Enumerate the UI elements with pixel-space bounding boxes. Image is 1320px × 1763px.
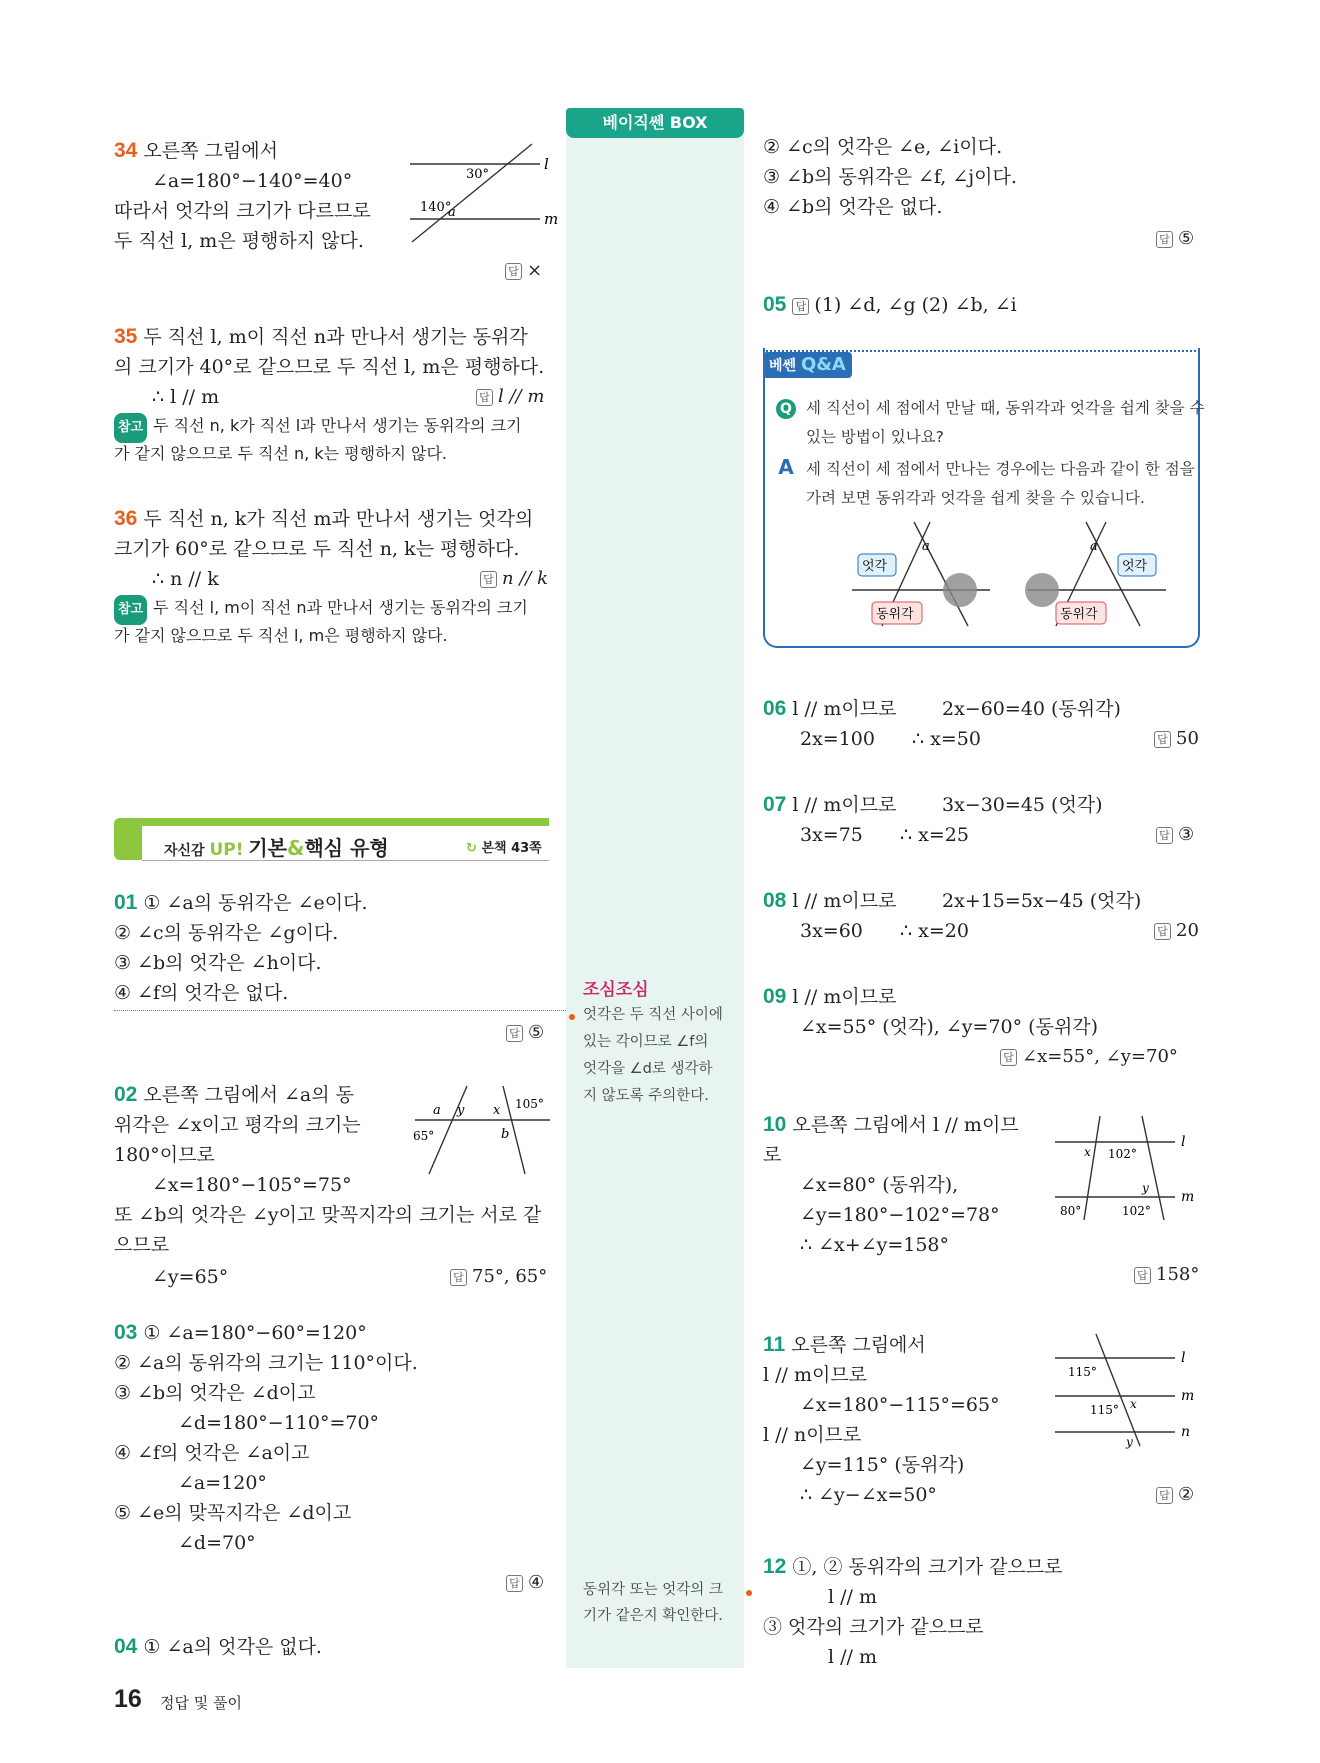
p34-answer: 답 × — [505, 258, 542, 284]
q06-eq1: 2x−60=40 (동위각) — [942, 698, 1121, 720]
svg-text:m: m — [544, 210, 559, 228]
q06-answer: 답 50 — [1154, 726, 1199, 752]
svg-text:동위각: 동위각 — [1060, 607, 1098, 622]
svg-text:a: a — [433, 1103, 441, 1118]
p34-line-4: 두 직선 l, m은 평행하지 않다. — [114, 230, 364, 252]
svg-text:105°: 105° — [515, 1097, 544, 1111]
q11-line-6: ∴ ∠y−∠x=50° — [800, 1484, 937, 1506]
qa-question-2: 있는 방법이 있나요? — [806, 428, 944, 446]
q01-line-4: ④ ∠f의 엇각은 없다. — [114, 982, 289, 1004]
q02-line-2: 위각은 ∠x이고 평각의 크기는 — [114, 1114, 361, 1136]
svg-text:y: y — [1142, 1181, 1149, 1195]
note12-bullet — [746, 1590, 752, 1596]
page-label: 정답 및 풀이 — [160, 1694, 242, 1712]
p34-figure — [400, 138, 560, 248]
banner-title2: 핵심 유형 — [304, 836, 389, 860]
center-note-column — [566, 108, 744, 1668]
q03-line-7: ⑤ ∠e의 맞꼭지각은 ∠d이고 — [114, 1502, 352, 1524]
svg-text:102°: 102° — [1108, 1147, 1137, 1161]
q01-dotted-rule — [114, 1010, 566, 1011]
q08-answer: 답 20 — [1154, 918, 1199, 944]
q10-answer: 답 158° — [1134, 1262, 1199, 1288]
q02-answer: 답 75°, 65° — [450, 1264, 547, 1290]
basic-box-header: 베이직쎈 BOX — [566, 108, 744, 138]
svg-text:엇각: 엇각 — [862, 559, 888, 574]
q06-eq2: ∴ x=50 — [912, 728, 981, 750]
q03-line-5: ④ ∠f의 엇각은 ∠a이고 — [114, 1442, 310, 1464]
q10-line-2: 로 — [763, 1144, 782, 1166]
svg-text:m: m — [1181, 1388, 1195, 1404]
q01-line-1: 01 ① ∠a의 동위각은 ∠e이다. — [114, 891, 368, 914]
svg-text:l: l — [544, 155, 549, 173]
q08-line-2: 3x=60 — [800, 920, 863, 942]
svg-text:b: b — [501, 1127, 510, 1142]
q08-eq1: 2x+15=5x−45 (엇각) — [942, 890, 1142, 912]
svg-text:x: x — [1084, 1145, 1091, 1159]
note12-line-2: 기가 같은지 확인한다. — [583, 1608, 723, 1624]
q03-line-6: ∠a=120° — [178, 1472, 267, 1494]
q12-line-3: ③ 엇각의 크기가 같으므로 — [763, 1616, 984, 1638]
q12-line-1: 12 ①, ② 동위각의 크기가 같으므로 — [763, 1555, 1063, 1578]
page-number: 16 — [114, 1685, 142, 1713]
p36-line-1: 36 두 직선 n, k가 직선 m과 만나서 생기는 엇각의 — [114, 507, 534, 530]
svg-text:x: x — [1130, 1397, 1137, 1411]
p35-note-2: 가 같지 않으므로 두 직선 n, k는 평행하지 않다. — [114, 444, 448, 463]
q08-eq2: ∴ x=20 — [900, 920, 969, 942]
q11-line-4: l // n이므로 — [763, 1424, 862, 1446]
q04-line-1: 04 ① ∠a의 엇각은 없다. — [114, 1635, 322, 1658]
q01-line-2: ② ∠c의 동위각은 ∠g이다. — [114, 922, 339, 944]
q12-line-4: l // m — [828, 1646, 877, 1668]
svg-text:a: a — [922, 539, 930, 554]
p36-line-3: ∴ n // k — [152, 568, 219, 590]
q06-line-2: 2x=100 — [800, 728, 875, 750]
q06-line-1: 06 l // m이므로 — [763, 697, 897, 720]
svg-text:y: y — [1126, 1435, 1133, 1449]
svg-text:l: l — [1181, 1350, 1186, 1366]
svg-text:a: a — [1090, 539, 1098, 554]
banner-small: 자신감 — [164, 843, 205, 859]
q09-line-1: 09 l // m이므로 — [763, 985, 897, 1008]
q03-line-1: 03 ① ∠a=180°−60°=120° — [114, 1321, 367, 1344]
q02-line-7: ∠y=65° — [152, 1266, 229, 1288]
banner-amp: & — [287, 836, 305, 860]
qa-figure — [850, 518, 1200, 630]
q11-answer: 답 ② — [1156, 1482, 1194, 1508]
svg-text:엇각: 엇각 — [1122, 559, 1148, 574]
note12-line-1: 동위각 또는 엇각의 크 — [583, 1582, 723, 1598]
q01-line-3: ③ ∠b의 엇각은 ∠h이다. — [114, 952, 322, 974]
caution-line-1: 엇각은 두 직선 사이에 — [583, 1007, 723, 1023]
p34-line-1: 34 오른쪽 그림에서 — [114, 139, 278, 162]
q07-line-2: 3x=75 — [800, 824, 863, 846]
q02-line-3: 180°이므로 — [114, 1144, 215, 1166]
p35-line-2: 의 크기가 40°로 같으므로 두 직선 l, m은 평행하다. — [114, 356, 545, 378]
q05-line: 05 답 (1) ∠d, ∠g (2) ∠b, ∠i — [763, 293, 1017, 316]
q02-line-6: 으므로 — [114, 1234, 170, 1256]
q10-line-4: ∠y=180°−102°=78° — [800, 1204, 1000, 1226]
q11-line-5: ∠y=115° (동위각) — [800, 1454, 965, 1476]
q11-figure — [1050, 1330, 1200, 1450]
q11-line-1: 11 오른쪽 그림에서 — [763, 1333, 926, 1356]
q03-line-2: ② ∠a의 동위각의 크기는 110°이다. — [114, 1352, 418, 1374]
p34-line-3: 따라서 엇각의 크기가 다르므로 — [114, 200, 371, 222]
q04-cont-1: ② ∠c의 엇각은 ∠e, ∠i이다. — [763, 136, 1003, 158]
q03-line-8: ∠d=70° — [178, 1532, 256, 1554]
qa-brand: 베쎈 Q&A — [763, 352, 852, 378]
qa-answer-2: 가려 보면 동위각과 엇각을 쉽게 찾을 수 있습니다. — [806, 489, 1145, 507]
q02-figure — [405, 1078, 555, 1178]
q10-line-3: ∠x=80° (동위각), — [800, 1174, 959, 1196]
qa-answer-1: A 세 직선이 세 점에서 만나는 경우에는 다음과 같이 한 점을 — [776, 454, 1195, 484]
q10-figure — [1050, 1112, 1200, 1222]
p36-note-1: 참고 두 직선 l, m이 직선 n과 만나서 생기는 동위각의 크기 — [114, 594, 528, 625]
q02-line-5: 또 ∠b의 엇각은 ∠y이고 맞꼭지각의 크기는 서로 같 — [114, 1204, 542, 1226]
svg-text:115°: 115° — [1090, 1403, 1119, 1417]
q11-line-2: l // m이므로 — [763, 1364, 868, 1386]
q03-line-4: ∠d=180°−110°=70° — [178, 1412, 380, 1434]
banner-ref: ↻ 본책 43쪽 — [466, 841, 542, 856]
q04-cont-2: ③ ∠b의 동위각은 ∠f, ∠j이다. — [763, 166, 1017, 188]
p35-line-1: 35 두 직선 l, m이 직선 n과 만나서 생기는 동위각 — [114, 325, 528, 348]
p35-note-1: 참고 두 직선 n, k가 직선 l과 만나서 생기는 동위각의 크기 — [114, 412, 522, 443]
q07-line-1: 07 l // m이므로 — [763, 793, 897, 816]
q02-line-4: ∠x=180°−105°=75° — [152, 1174, 352, 1196]
banner-title1: 기본 — [248, 836, 287, 860]
p36-note-2: 가 같지 않으므로 두 직선 l, m은 평행하지 않다. — [114, 626, 448, 645]
svg-text:y: y — [457, 1103, 465, 1118]
q08-line-1: 08 l // m이므로 — [763, 889, 897, 912]
svg-text:65°: 65° — [413, 1129, 435, 1143]
caution-line-2: 있는 각이므로 ∠f의 — [583, 1034, 709, 1050]
svg-text:m: m — [1181, 1189, 1195, 1205]
banner-up: UP! — [209, 840, 244, 860]
caution-title: 조심조심 — [583, 980, 649, 1000]
p35-answer: 답 l // m — [476, 384, 544, 410]
q07-eq2: ∴ x=25 — [900, 824, 969, 846]
section-banner — [114, 818, 549, 860]
caution-bullet — [569, 1014, 575, 1020]
caution-line-4: 지 않도록 주의한다. — [583, 1088, 709, 1104]
q10-line-5: ∴ ∠x+∠y=158° — [800, 1234, 950, 1256]
svg-text:a: a — [448, 205, 456, 220]
svg-text:140°: 140° — [420, 200, 452, 215]
p34-line-2: ∠a=180°−140°=40° — [152, 170, 353, 192]
svg-text:l: l — [1181, 1134, 1186, 1150]
svg-text:x: x — [493, 1103, 501, 1118]
svg-text:80°: 80° — [1060, 1204, 1082, 1218]
q11-line-3: ∠x=180°−115°=65° — [800, 1394, 1000, 1416]
qa-question-1: Q 세 직선이 세 점에서 만날 때, 동위각과 엇각을 쉽게 찾을 수 — [776, 393, 1205, 423]
svg-text:115°: 115° — [1068, 1365, 1097, 1379]
q09-line-2: ∠x=55° (엇각), ∠y=70° (동위각) — [800, 1016, 1099, 1038]
svg-text:동위각: 동위각 — [876, 607, 914, 622]
svg-text:102°: 102° — [1122, 1204, 1151, 1218]
q03-line-3: ③ ∠b의 엇각은 ∠d이고 — [114, 1382, 316, 1404]
q07-answer: 답 ③ — [1156, 822, 1194, 848]
q07-eq1: 3x−30=45 (엇각) — [942, 794, 1103, 816]
q12-line-2: l // m — [828, 1586, 877, 1608]
p35-line-3: ∴ l // m — [152, 386, 220, 408]
p36-line-2: 크기가 60°로 같으므로 두 직선 n, k는 평행하다. — [114, 538, 520, 560]
q03-answer: 답 ④ — [506, 1570, 544, 1596]
q01-answer: 답 ⑤ — [506, 1020, 544, 1046]
svg-text:30°: 30° — [466, 167, 490, 182]
svg-text:n: n — [1181, 1424, 1191, 1440]
q02-line-1: 02 오른쪽 그림에서 ∠a의 동 — [114, 1083, 354, 1106]
q09-answer: 답 ∠x=55°, ∠y=70° — [1000, 1044, 1178, 1070]
q04-answer: 답 ⑤ — [1156, 226, 1194, 252]
q10-line-1: 10 오른쪽 그림에서 l // m이므 — [763, 1113, 1019, 1136]
caution-line-3: 엇각을 ∠d로 생각하 — [583, 1061, 713, 1077]
q04-cont-3: ④ ∠b의 엇각은 없다. — [763, 196, 943, 218]
p36-answer: 답 n // k — [480, 566, 548, 592]
